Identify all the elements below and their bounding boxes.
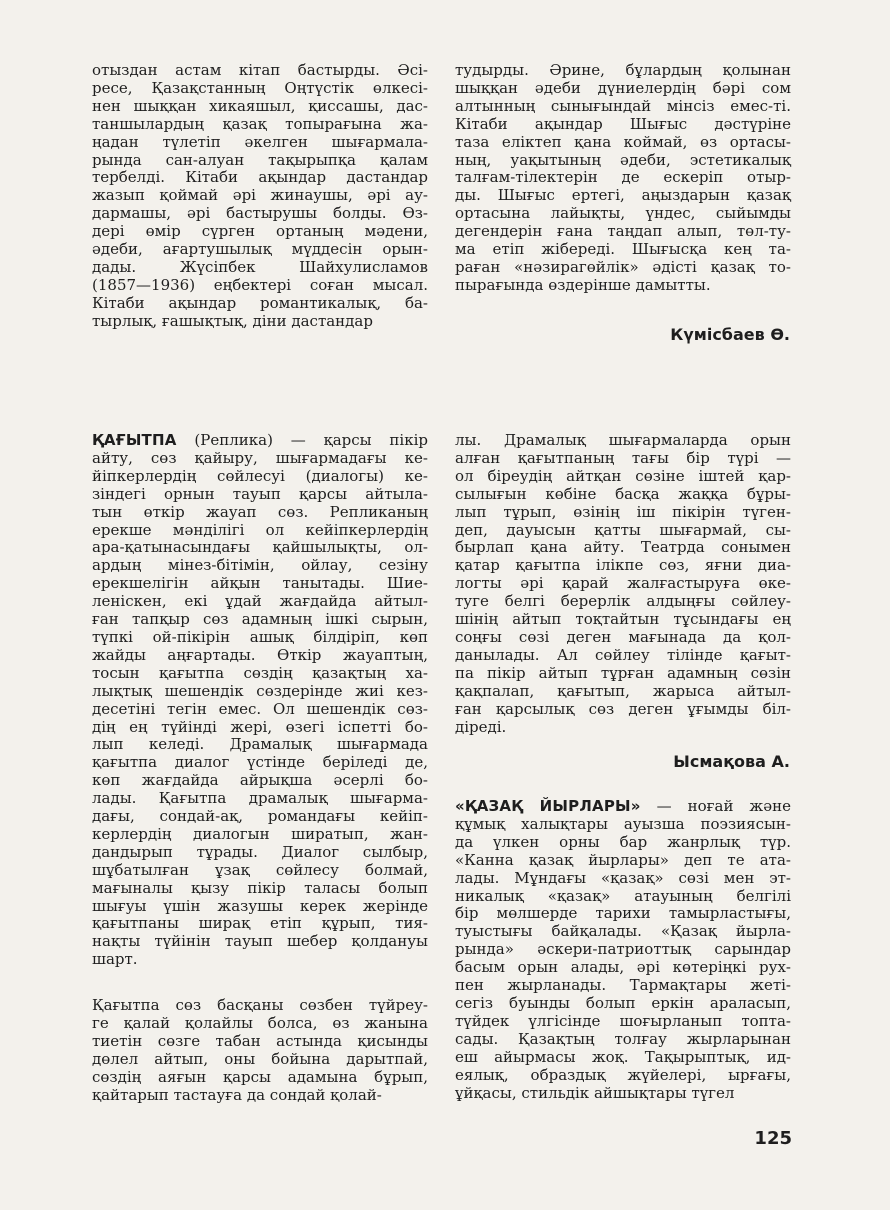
entry2-right-line: лып тұрып, өзінің іш пікірін түген- (455, 502, 791, 521)
entry3-right-line: пен жырланады. Тармақтары жеті- (455, 976, 791, 995)
entry1-left-line: Кітаби ақындар романтикалық, ба- (92, 293, 428, 312)
entry1-right-line: Кітаби ақындар Шығыс дәстүріне (455, 114, 791, 133)
entry3-right-line: «Канна қазақ йырлары» деп те ата- (455, 850, 791, 869)
entry2-left-line: леніскен, екі ұдай жағдайда айтыл- (92, 592, 428, 611)
entry1-left-line: жазып қоймай әрі жинаушы, әрі ау- (92, 186, 428, 205)
entry1-left-line: тербелді. Кітаби ақындар дастандар (92, 168, 428, 187)
entry2-left-line: тын өткір жауап сөз. Репликаның (92, 502, 428, 521)
entry2-right-line: сылығын көбіне басқа жаққа бұры- (455, 484, 791, 503)
entry1-right-line: ды. Шығыс ертегі, аңыздарын қазақ (455, 186, 791, 205)
entry1-left-line: рында сан-алуан тақырыпқа қалам (92, 150, 428, 169)
entry2-left-line: ерекшелігін айқын танытады. Шие- (92, 574, 428, 593)
entry1-right-line: ның, уақытының әдеби, эстетикалық (455, 150, 791, 169)
entry2-left-line: жайды аңғартады. Өткір жауаптың, (92, 645, 428, 664)
entry3-headword: «ҚАЗАҚ ЙЫРЛАРЫ» (455, 797, 641, 815)
entry2-right-line: логты әрі қарай жалғастыруға өке- (455, 574, 791, 593)
entry3-right-line: туыстығы байқалады. «Қазақ йырла- (455, 922, 791, 941)
entry3-right-line: еш айырмасы жоқ. Тақырыптық, ид- (455, 1047, 791, 1066)
entry2-left-column (92, 432, 428, 969)
entry2-left-line: зіндегі орнын тауып қарсы айтыла- (92, 484, 428, 503)
entry2-left-line: ара-қатынасындағы қайшылықты, ол- (92, 538, 428, 557)
entry2-right-line: алған қағытпаның тағы бір түрі — (455, 448, 791, 467)
entry3-right-line: құмық халықтары ауызша поэзиясын- (455, 814, 791, 833)
entry2-left-line: дағы, сондай-ақ, романдағы кейіп- (92, 807, 428, 826)
entry2-left-line: дандырып тұрады. Диалог сылбыр, (92, 842, 428, 861)
entry2-left-para2-line: тиетін сөзге табан астында қисынды (92, 1031, 428, 1050)
entry2-right-line: соңғы сөзі деген мағынада да қол- (455, 627, 791, 646)
entry2-right-line: лы. Драмалық шығармаларда орын (455, 431, 791, 449)
entry2-left-line: мағыналы қызу пікір таласы болып (92, 878, 428, 897)
entry3-right-line: никалық «қазақ» атауының белгілі (455, 886, 791, 905)
entry2-right-line: қатар қағытпа ілікпе сөз, яғни диа- (455, 556, 791, 575)
entry2-right-line: ол біреудің айтқан сөзіне іштей қар- (455, 466, 791, 485)
entry3-right-line: басым орын алады, әрі көтеріңкі рух- (455, 958, 791, 977)
entry2-left-line: лып келеді. Драмалық шығармада (92, 735, 428, 754)
entry2-left-line: айту, сөз қайыру, шығармадағы ке- (92, 448, 428, 467)
entry2-left-para2-line: қайтарып тастауға да сондай қолай- (92, 1085, 382, 1104)
entry1-right-line: алтынның сынығындай мінсіз емес-ті. (455, 96, 791, 115)
entry2-left-line: шұбатылған ұзақ сөйлесу болмай, (92, 860, 428, 879)
entry3-right-line: рында» әскери-патриоттық сарындар (455, 940, 791, 959)
entry1-left-line: нен шыққан хикаяшыл, қиссашы, дас- (92, 96, 428, 115)
entry1-right-line: пырағында өздерінше дамытты. (455, 275, 711, 294)
entry2-head-rest: (Реплика) — қарсы пікір (176, 431, 428, 449)
entry2-author: Ысмақова А. (673, 752, 790, 771)
entry3-right-line: да үлкен орны бар жанрлық түр. (455, 832, 791, 851)
entry3-right-line: сады. Қазақтың толғау жырларынан (455, 1029, 791, 1048)
entry1-right-line: шыққан әдеби дүниелердің бәрі сом (455, 78, 791, 97)
entry1-left-line: дармашы, әрі бастырушы болды. Өз- (92, 204, 428, 223)
entry2-right-line: қақпалап, қағытып, жарыса айтыл- (455, 681, 791, 700)
entry2-left-line: ерекше мәнділігі ол кейіпкерлердің (92, 520, 428, 539)
entry2-headword: ҚАҒЫТПА (92, 431, 177, 449)
entry3-right-line: еялық, образдық жүйелері, ырғағы, (455, 1065, 791, 1084)
entry2-left-line: нақты түйінін тауып шебер қолдануы (92, 932, 428, 951)
entry2-right-line: па пікір айтып тұрған адамның сөзін (455, 663, 791, 682)
entry2-left-para2-line: дөлел айтып, оны бойына дарытпай, (92, 1049, 428, 1068)
entry2-right-line: деп, дауысын қатты шығармай, сы- (455, 520, 791, 539)
entry2-right-line: данылады. Ал сөйлеу тілінде қағыт- (455, 645, 791, 664)
entry2-left-line: йіпкерлердің сөйлесуі (диалогы) ке- (92, 466, 428, 485)
entry1-right-line: раған «нәзирагөйлік» әдісті қазақ то- (455, 257, 791, 276)
entry2-right-line: діреді. (455, 717, 507, 736)
entry1-left-line: әдеби, ағартушылық мүддесін орын- (92, 240, 428, 259)
entry2-left-line: қағытпаны ширақ етіп құрып, тия- (92, 914, 428, 933)
entry1-left-line: ресе, Қазақстанның Оңтүстік өлкесі- (92, 78, 428, 97)
page-number: 125 (754, 1128, 792, 1149)
entry2-left-para2-line: ге қалай қолайлы болса, өз жанына (92, 1013, 428, 1032)
entry3-first-line (455, 798, 791, 816)
entry1-left-line: таншылардың қазақ топырағына жа- (92, 114, 428, 133)
entry2-first-line (92, 432, 428, 450)
entry1-right-column (455, 62, 791, 295)
entry2-left-line: ардың мінез-бітімін, ойлау, сезіну (92, 556, 428, 575)
entry3-right-line: ұйқасы, стильдік айшықтары түгел (455, 1083, 735, 1102)
entry3-right-column (455, 798, 791, 1102)
entry2-left-line: дің ең түйінді жері, өзегі іспетті бо- (92, 717, 428, 736)
entry3-head-rest: — ноғай және (640, 797, 791, 815)
entry2-left-line: шығуы үшін жазушы керек жерінде (92, 896, 428, 915)
entry2-left-para2-line: Қағытпа сөз басқаны сөзбен түйреу- (92, 996, 428, 1014)
entry1-right-line: ма етіп жібереді. Шығысқа кең та- (455, 240, 791, 259)
entry2-left-line: тосын қағытпа сөздің қазақтың ха- (92, 663, 428, 682)
entry3-right-line: сегіз буынды болып еркін араласып, (455, 993, 791, 1012)
entry1-author: Күмісбаев Ө. (670, 325, 790, 344)
entry2-right-column (455, 432, 791, 736)
entry1-left-line: дері өмір сүрген ортаның мәдени, (92, 222, 428, 241)
entry3-right-line: бір мөлшерде тарихи тамырластығы, (455, 904, 791, 923)
entry2-left-para2-line: сөздің аяғын қарсы адамына бұрып, (92, 1067, 428, 1086)
entry2-left-paragraph2 (92, 997, 428, 1104)
entry2-right-line: шінің айтып тоқтайтын тұсындағы ең (455, 610, 791, 629)
entry1-left-line: (1857—1936) еңбектері соған мысал. (92, 275, 428, 294)
entry2-left-line: ған тапқыр сөз адамның ішкі сырын, (92, 610, 428, 629)
entry2-left-line: түпкі ой-пікірін ашық білдіріп, көп (92, 627, 428, 646)
entry2-left-line: көп жағдайда айрықша әсерлі бо- (92, 771, 428, 790)
entry2-right-line: ған қарсылық сөз деген ұғымды біл- (455, 699, 791, 718)
entry2-right-line: туге белгі берерлік алдыңғы сөйлеу- (455, 592, 791, 611)
entry1-right-line: таза еліктеп қана коймай, өз ортасы- (455, 132, 791, 151)
entry2-left-line: десетіні тегін емес. Ол шешендік сөз- (92, 699, 428, 718)
entry2-left-line: керлердің диалогын ширатып, жан- (92, 824, 428, 843)
entry3-right-line: түйдек үлгісінде шоғырланып топта- (455, 1011, 791, 1030)
entry2-left-line: лықтық шешендік сөздерінде жиі кез- (92, 681, 428, 700)
entry1-left-column (92, 62, 428, 331)
entry2-right-line: бырлап қана айту. Театрда сонымен (455, 538, 791, 557)
entry1-left-line: тырлық, ғашықтық, діни дастандар (92, 311, 373, 330)
entry1-left-line: отыздан астам кітап бастырды. Әсі- (92, 61, 428, 79)
entry2-left-line: лады. Қағытпа драмалық шығарма- (92, 789, 428, 808)
entry1-right-line: ортасына лайықты, үндес, сыйымды (455, 204, 791, 223)
entry3-right-line: лады. Мұндағы «қазақ» сөзі мен эт- (455, 868, 791, 887)
entry1-right-line: тудырды. Әрине, бұлардың қолынан (455, 61, 791, 79)
entry1-right-line: дегендерін ғана таңдап алып, төл-ту- (455, 222, 791, 241)
entry1-left-line: дады. Жүсіпбек Шайхулисламов (92, 257, 428, 276)
entry1-left-line: ңадан түлетіп әкелген шығармала- (92, 132, 428, 151)
entry2-left-line: қағытпа диалог үстінде беріледі де, (92, 753, 428, 772)
entry1-right-line: талғам-тілектерін де ескеріп отыр- (455, 168, 791, 187)
entry2-left-line: шарт. (92, 950, 138, 969)
